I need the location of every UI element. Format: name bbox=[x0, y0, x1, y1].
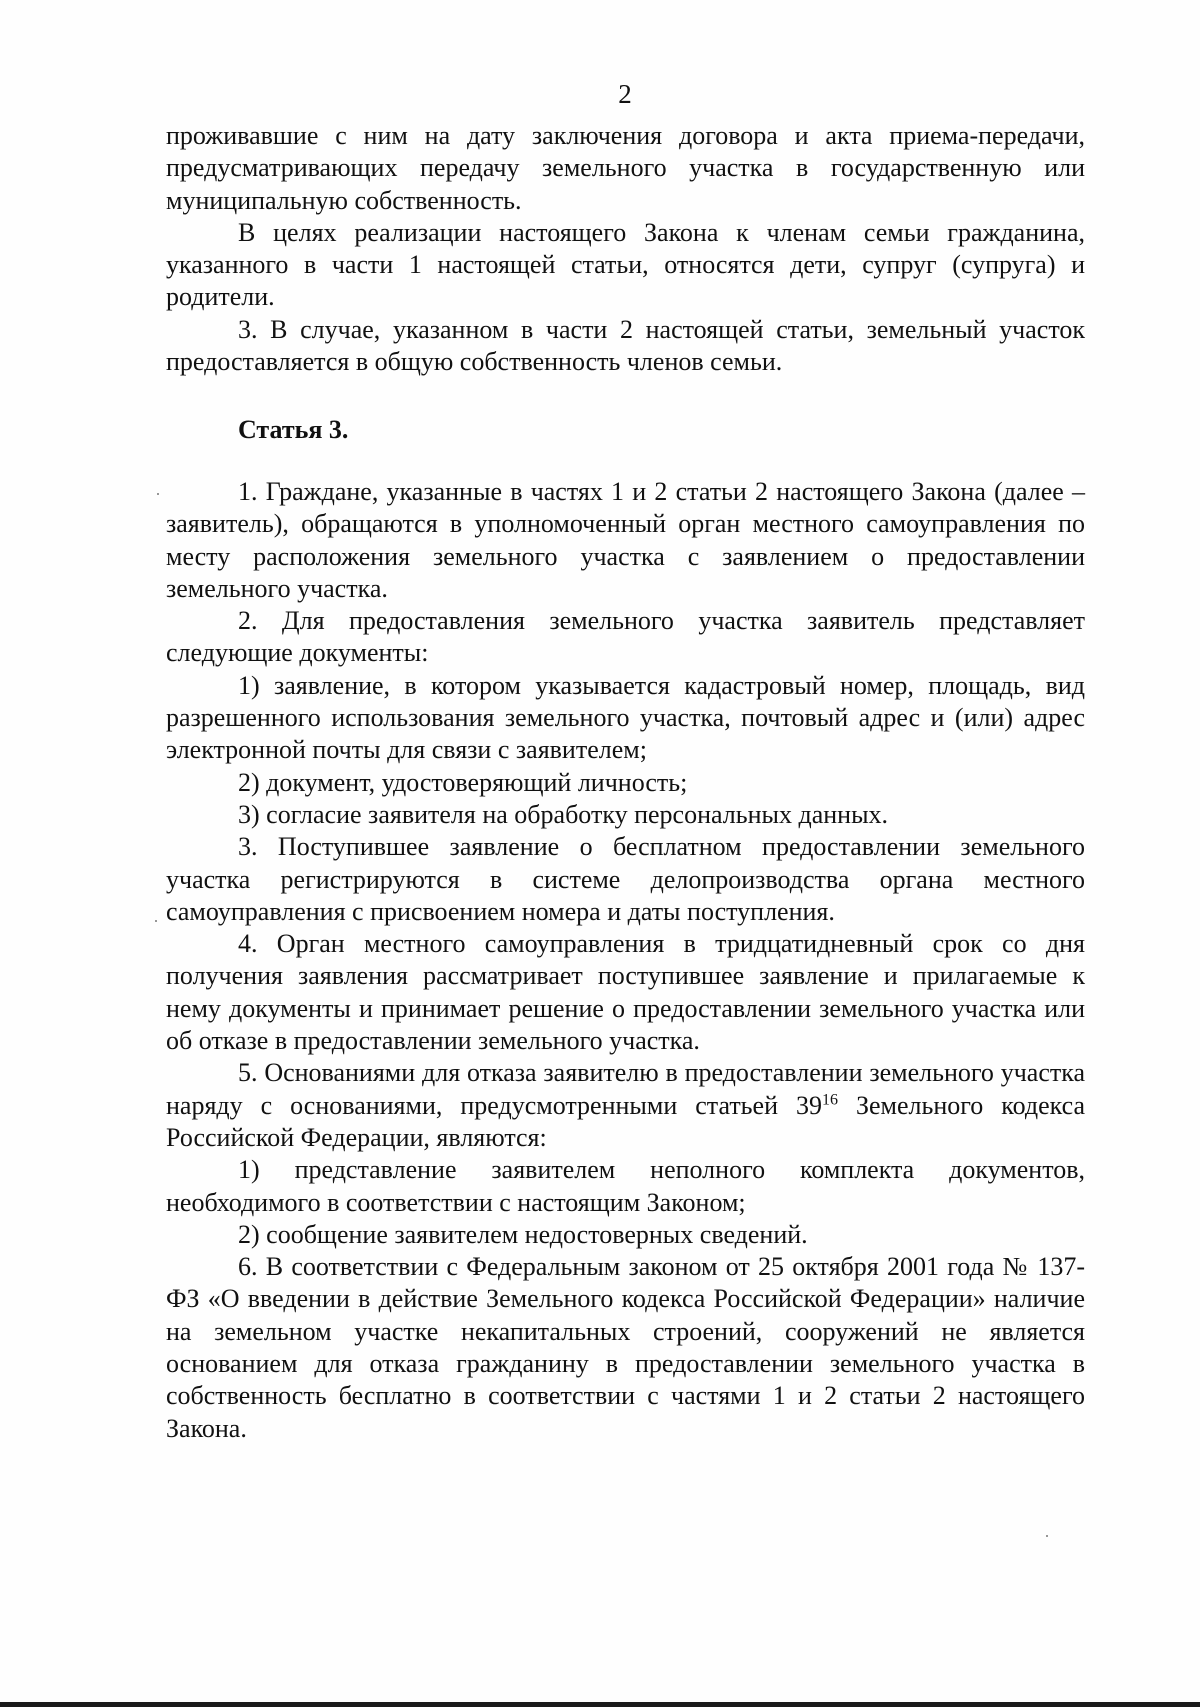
part5-superscript: 16 bbox=[821, 1090, 838, 1108]
list-item-false-information: 2) сообщение заявителем недостоверных сведений. bbox=[238, 1219, 808, 1249]
paragraph-continuation: проживавшие с ним на дату заключения договора и акта приема-передачи, предусматривающих передачу земельного участка в государственную или муниципальную собственность. bbox=[166, 121, 1085, 215]
paragraph-article3-part2: 2. Для предоставления земельного участка заявитель представляет следующие документы: bbox=[166, 606, 1085, 668]
paragraph-part-3: 3. В случае, указанном в части 2 настоящей статьи, земельный участок предоставляется в общую собственность членов семьи. bbox=[166, 314, 1085, 377]
list-item-incomplete-documents: 1) представление заявителем неполного комплекта документов, необходимого в соответствии с настоящим Законом; bbox=[166, 1155, 1085, 1217]
page-number: 2 bbox=[618, 79, 632, 109]
list-item-application: 1) заявление, в котором указывается кадастровый номер, площадь, вид разрешенного использования земельного участка, почтовый адрес и (или) адрес электронной почты для связи с заявителем; bbox=[166, 670, 1085, 765]
paragraph-article3-part3: 3. Поступившее заявление о бесплатном предоставлении земельного участка регистрируются в системе делопроизводства органа местного самоуправления с присвоением номера и даты поступления. bbox=[166, 832, 1085, 926]
paragraph-article3-part5 bbox=[166, 1057, 1085, 1154]
paragraph-family-definition: В целях реализации настоящего Закона к членам семьи гражданина, указанного в части 1 настоящей статьи, относятся дети, супруг (супруга) и родители. bbox=[166, 217, 1085, 312]
paragraph-article3-part1: 1. Граждане, указанные в частях 1 и 2 статьи 2 настоящего Закона (далее – заявитель), обращаются в уполномоченный орган местного самоуправления по месту расположения земельного участка с заявлением о предоставлении земельного участка. bbox=[166, 477, 1085, 603]
part5-text-after: Земельного кодекса Российской Федерации, являются: bbox=[166, 1090, 1085, 1152]
scan-speck bbox=[1046, 1535, 1048, 1537]
scan-speck bbox=[155, 920, 157, 922]
scan-speck bbox=[157, 493, 159, 495]
scan-border bbox=[0, 1702, 1200, 1707]
list-item-identity-document: 2) документ, удостоверяющий личность; bbox=[238, 767, 688, 797]
article-heading: Статья 3. bbox=[238, 415, 349, 444]
article-3-body bbox=[166, 476, 1085, 1445]
paragraph-article3-part6: 6. В соответствии с Федеральным законом от 25 октября 2001 года № 137-ФЗ «О введении в действие Земельного кодекса Российской Федерации» наличие на земельном участке некапитальных строений, сооружений не является основанием для отказа гражданину в предоставлении земельного участка в собственность бесплатно в соответствии с частями 1 и 2 статьи 2 настоящего Закона. bbox=[166, 1252, 1085, 1443]
list-item-consent: 3) согласие заявителя на обработку персональных данных. bbox=[238, 799, 889, 829]
part5-text-before: 5. Основаниями для отказа заявителю в предоставлении земельного участка наряду с основаниями, предусмотренными статьей 39 bbox=[166, 1058, 1085, 1120]
section-continuation bbox=[166, 120, 1085, 378]
paragraph-article3-part4: 4. Орган местного самоуправления в тридцатидневный срок со дня получения заявления рассматривает поступившее заявление и прилагаемые к нему документы и принимает решение о предоставлении земельного участка или об отказе в предоставлении земельного участка. bbox=[166, 929, 1085, 1056]
